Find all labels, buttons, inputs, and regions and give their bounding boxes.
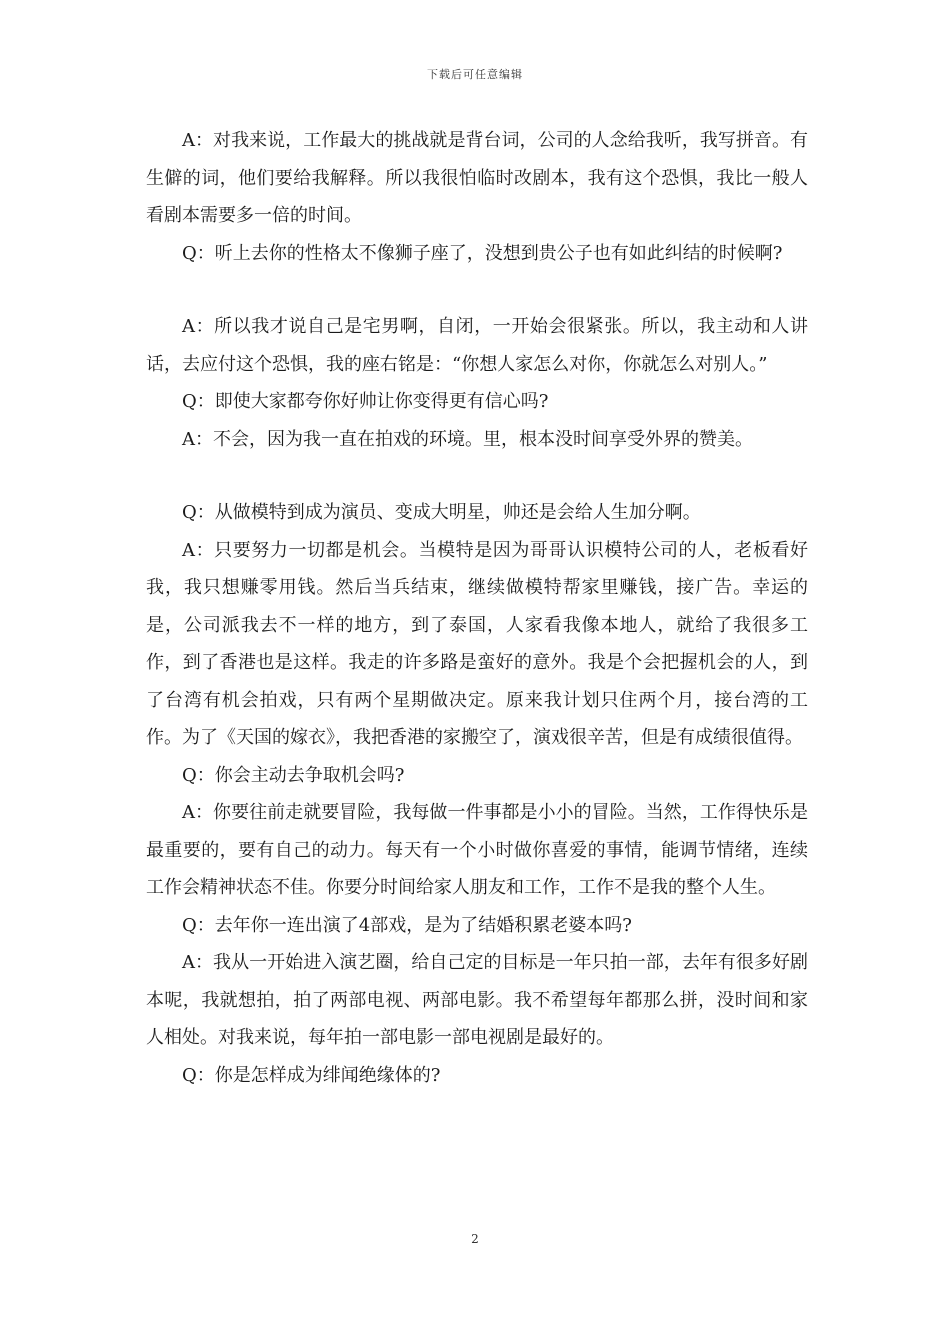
page-number: 2	[471, 1232, 479, 1246]
paragraph-question-6: Q：你是怎样成为绯闻绝缘体的?	[182, 1064, 441, 1086]
paragraph-question-3: Q：从做模特到成为演员、变成大明星，帅还是会给人生加分啊。	[182, 502, 701, 523]
page-header: 下载后可任意编辑	[427, 68, 523, 81]
paragraph-answer-2: A：所以我才说自己是宅男啊，自闭，一开始会很紧张。所以，我主动和人讲话，去应付这个恐惧，我的座右铭是：“你想人家怎么对你，你就怎么对别人。”	[146, 316, 808, 375]
paragraph-question-2: Q：即使大家都夸你好帅让你变得更有信心吗?	[182, 391, 549, 412]
paragraph-answer-4: A：只要努力一切都是机会。当模特是因为哥哥认识模特公司的人，老板看好我，我只想赚零用钱。然后当兵结束，继续做模特帮家里赚钱，接广告。幸运的是，公司派我去不一样的地方，到了泰国，人家看我像本地人，就给了我很多工作，到了香港也是这样。我走的许多路是蛮好的意外。我是个会把握机会的人，到了台湾有机会拍戏，只有两个星期做决定。原来我计划只住两个月，接台湾的工作。为了《天国的嫁衣》，我把香港的家搬空了，演戏很辛苦，但是有成绩很值得。	[146, 539, 808, 748]
blank-line	[146, 458, 808, 494]
paragraph-answer-1: A：对我来说，工作最大的挑战就是背台词，公司的人念给我听，我写拼音。有生僻的词，他们要给我解释。所以我很怕临时改剧本，我有这个恐惧，我比一般人看剧本需要多一倍的时间。	[146, 130, 808, 226]
paragraph-question-5: Q：去年你一连出演了4部戏，是为了结婚积累老婆本吗?	[182, 914, 632, 936]
paragraph-answer-5: A：你要往前走就要冒险，我每做一件事都是小小的冒险。当然，工作得快乐是最重要的，要有自己的动力。每天有一个小时做你喜爱的事情，能调节情绪，连续工作会精神状态不佳。你要分时间给家人朋友和工作，工作不是我的整个人生。	[146, 802, 808, 898]
paragraph-answer-3: A：不会，因为我一直在拍戏的环境。里，根本没时间享受外界的赞美。	[182, 428, 753, 450]
paragraph-question-4: Q：你会主动去争取机会吗?	[182, 764, 405, 786]
paragraph-question-1: Q：听上去你的性格太不像狮子座了，没想到贵公子也有如此纠结的时候啊?	[182, 242, 783, 264]
document-body	[146, 122, 808, 1094]
blank-line	[146, 272, 808, 308]
paragraph-answer-6: A：我从一开始进入演艺圈，给自己定的目标是一年只拍一部，去年有很多好剧本呢，我就想拍，拍了两部电视、两部电影。我不希望每年都那么拼，没时间和家人相处。对我来说，每年拍一部电影一部电视剧是最好的。	[146, 952, 808, 1048]
